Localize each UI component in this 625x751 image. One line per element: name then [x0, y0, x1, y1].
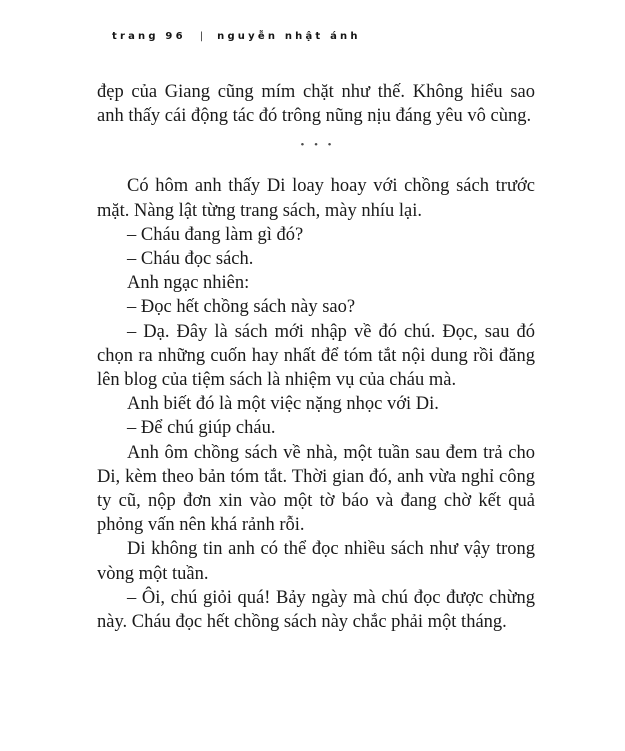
paragraph: – Dạ. Đây là sách mới nhập về đó chú. Đọc, sau đó chọn ra những cuốn hay nhất để tóm tắt nội dung rồi đăng lên blog của tiệm sách là nhiệm vụ của cháu mà. — [97, 321, 535, 391]
paragraph: Anh ngạc nhiên: — [127, 273, 250, 294]
author-name: nguyễn nhật ánh — [217, 31, 361, 42]
paragraph: – Cháu đọc sách. — [127, 249, 254, 270]
paragraph: – Đọc hết chồng sách này sao? — [127, 297, 356, 318]
paragraph: Di không tin anh có thể đọc nhiều sách như vậy trong vòng một tuần. — [97, 539, 535, 584]
paragraph: – Cháu đang làm gì đó? — [127, 224, 304, 245]
scene-divider: • • • — [300, 139, 332, 152]
paragraph: – Ôi, chú giỏi quá! Bảy ngày mà chú đọc được chừng này. Cháu đọc hết chồng sách này chắc phải một tháng. — [97, 587, 535, 633]
paragraph: – Để chú giúp cháu. — [127, 418, 276, 439]
page-header — [112, 31, 361, 42]
paragraph: Có hôm anh thấy Di loay hoay với chồng sách trước mặt. Nàng lật từng trang sách, mày nhíu lại. — [97, 176, 535, 221]
paragraph: Anh ôm chồng sách về nhà, một tuần sau đem trả cho Di, kèm theo bản tóm tắt. Thời gian đó, anh vừa nghỉ công ty cũ, nộp đơn xin vào một tờ báo và đang chờ kết quả phỏng vấn nên khá rảnh rỗi. — [97, 442, 535, 536]
page-number-label: trang 96 — [112, 31, 186, 42]
paragraph: Anh biết đó là một việc nặng nhọc với Di. — [127, 394, 439, 415]
header-separator: | — [199, 31, 204, 42]
paragraph: đẹp của Giang cũng mím chặt như thế. Không hiểu sao anh thấy cái động tác đó trông nũng nịu đáng yêu vô cùng. — [97, 82, 535, 127]
body-text — [97, 80, 535, 634]
